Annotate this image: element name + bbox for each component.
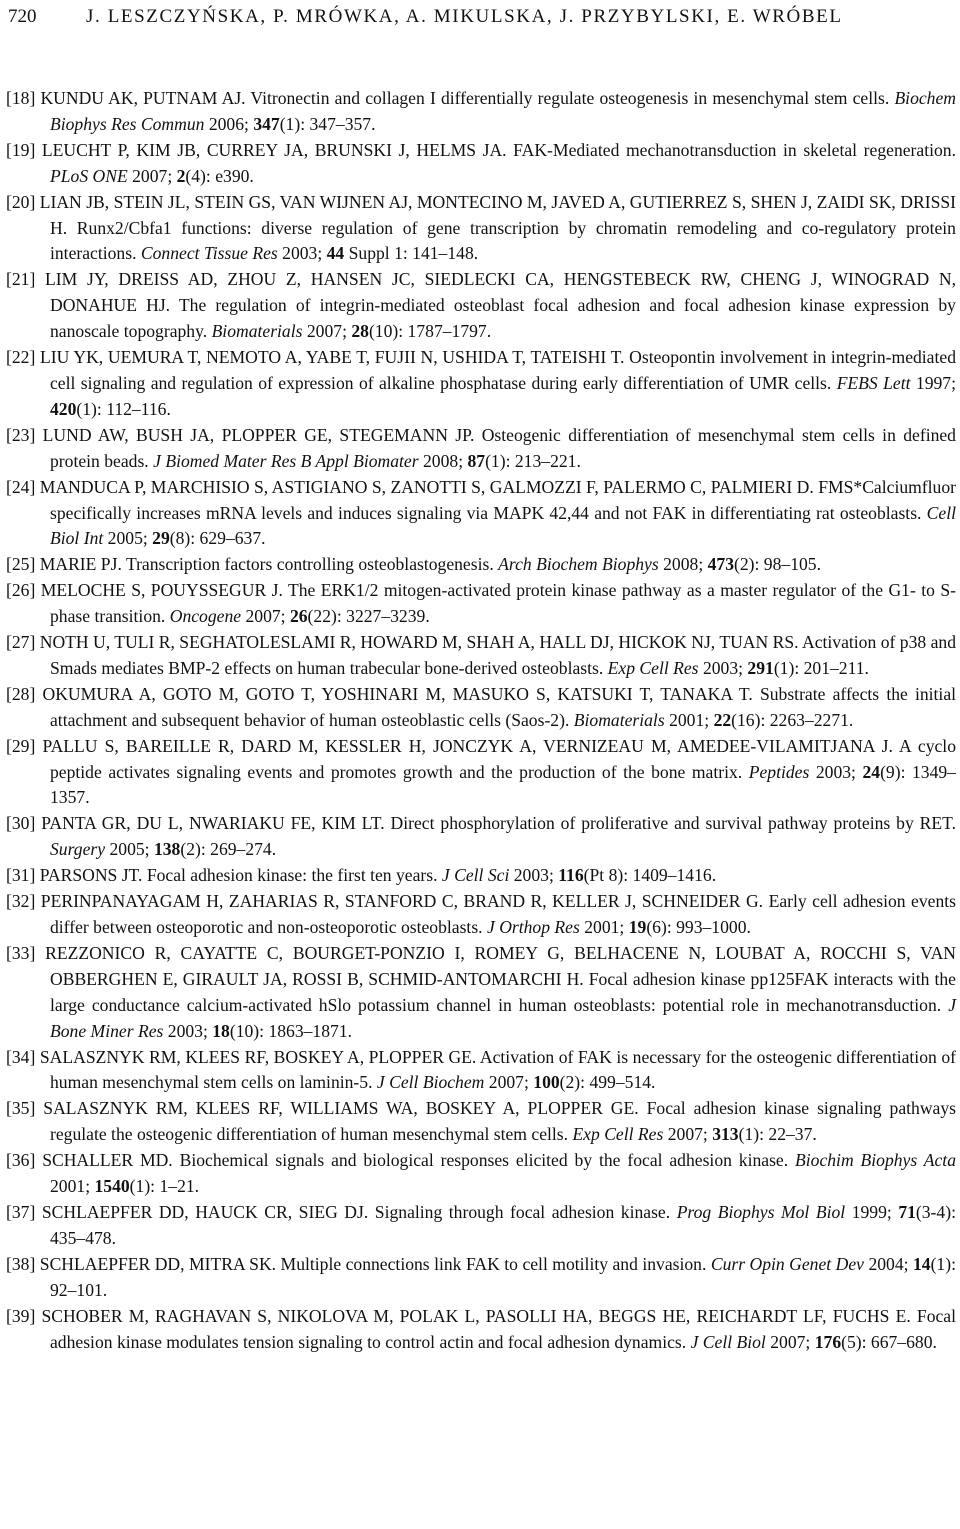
reference-authors: MARIE PJ.: [39, 554, 122, 575]
reference-entry: [6, 630, 956, 682]
reference-authors: SCHLAEPFER DD, HAUCK CR, SIEG DJ.: [41, 1201, 369, 1222]
reference-volume: 291: [747, 657, 774, 678]
reference-entry: [6, 475, 956, 553]
page-number: 720: [8, 6, 37, 27]
reference-number: [38]: [6, 1253, 36, 1274]
reference-number: [39]: [6, 1305, 36, 1326]
reference-issue-pages: Suppl 1: 141–148.: [344, 243, 479, 264]
reference-year: 2007;: [488, 1072, 529, 1093]
reference-issue-pages: (4): e390.: [185, 165, 254, 186]
reference-journal: Connect Tissue Res: [140, 243, 278, 264]
reference-title: Vitronectin and collagen I differentially regulate osteogenesis in mesenchymal stem cells.: [250, 88, 890, 108]
reference-number: [35]: [6, 1098, 36, 1119]
reference-number: [34]: [6, 1046, 36, 1067]
reference-entry: [6, 863, 956, 889]
reference-journal: Biochim Biophys Acta: [795, 1150, 956, 1171]
reference-title: Focal adhesion kinase signaling pathways regulate the osteogenic differentiation of human mesenchymal stem cells.: [50, 1098, 956, 1145]
reference-journal: Oncogene: [169, 606, 242, 627]
reference-title: Runx2/Cbfa1 functions: diverse regulation of gene transcription by chromatin remodeling and co-regulatory protein interactions.: [50, 217, 956, 264]
reference-year: 2001;: [669, 709, 710, 730]
reference-issue-pages: (1): 22–37.: [738, 1124, 817, 1145]
reference-authors: KUNDU AK, PUTNAM AJ.: [40, 88, 246, 108]
reference-title: Activation of FAK is necessary for the osteogenic differentiation of human mesenchymal stem cells on laminin-5.: [50, 1046, 956, 1093]
reference-entry: [6, 578, 956, 630]
reference-year: 2001;: [50, 1176, 91, 1197]
reference-number: [29]: [6, 735, 36, 756]
reference-year: 1997;: [915, 372, 956, 393]
reference-entry: [6, 1200, 956, 1252]
reference-journal: J Biomed Mater Res B Appl Biomater: [153, 450, 419, 471]
reference-volume: 24: [862, 761, 881, 782]
reference-title: Osteogenic differentiation of mesenchymal stem cells in defined protein beads.: [50, 424, 956, 471]
reference-number: [27]: [6, 632, 36, 653]
reference-number: [36]: [6, 1150, 36, 1171]
reference-authors: PALLU S, BAREILLE R, DARD M, KESSLER H, JONCZYK A, VERNIZEAU M, AMEDEE-VILAMITJANA J.: [42, 735, 893, 756]
reference-issue-pages: (1): 347–357.: [279, 113, 376, 134]
reference-authors: PERINPANAYAGAM H, ZAHARIAS R, STANFORD C, BRAND R, KELLER J, SCHNEIDER G.: [40, 891, 764, 912]
reference-entry: [6, 811, 956, 863]
reference-year: 2007;: [306, 321, 347, 342]
reference-title: A cyclo peptide activates signaling events and promotes growth and the production of the bone matrix.: [50, 735, 956, 782]
reference-entry: [6, 682, 956, 734]
reference-issue-pages: (2): 269–274.: [180, 839, 277, 860]
reference-authors: MANDUCA P, MARCHISIO S, ASTIGIANO S, ZANOTTI S, GALMOZZI F, PALERMO C, PALMIERI D.: [39, 476, 814, 497]
reference-volume: 138: [153, 839, 181, 860]
reference-number: [28]: [6, 683, 36, 704]
reference-issue-pages: (3-4): 435–478.: [50, 1201, 956, 1248]
reference-journal: Cell Biol Int: [50, 502, 956, 549]
reference-volume: 347: [253, 113, 280, 134]
reference-number: [18]: [6, 88, 36, 108]
reference-year: 1999;: [851, 1201, 892, 1222]
reference-volume: 116: [558, 865, 584, 886]
reference-year: 2001;: [584, 917, 625, 937]
reference-volume: 100: [533, 1072, 560, 1093]
reference-year: 2007;: [132, 165, 173, 186]
reference-title: FMS*Calciumfluor specifically increases mRNA levels and induces signaling via MAPK 42,44 and not FAK in differentiating rat osteoblasts.: [50, 476, 957, 523]
reference-volume: 22: [713, 709, 732, 730]
reference-authors: LIU YK, UEMURA T, NEMOTO A, YABE T, FUJII N, USHIDA T, TATEISHI T.: [40, 347, 625, 368]
reference-volume: 28: [351, 321, 369, 342]
reference-issue-pages: (16): 2263–2271.: [731, 709, 854, 730]
reference-title: Signaling through focal adhesion kinase.: [374, 1201, 671, 1222]
reference-title: Multiple connections link FAK to cell motility and invasion.: [280, 1253, 707, 1274]
reference-entry: [6, 423, 956, 475]
reference-authors: SCHLAEPFER DD, MITRA SK.: [39, 1253, 277, 1274]
reference-volume: 1540: [94, 1176, 130, 1197]
reference-journal: Biomaterials: [211, 321, 303, 342]
reference-volume: 313: [712, 1124, 739, 1145]
reference-entry: [6, 1096, 956, 1148]
reference-year: 2004;: [868, 1253, 909, 1274]
reference-journal: J Cell Biochem: [376, 1072, 485, 1093]
reference-issue-pages: (9): 1349–1357.: [50, 761, 956, 808]
reference-title: Direct phosphorylation of proliferative and survival pathway proteins by RET.: [390, 813, 956, 834]
reference-year: 2005;: [107, 528, 148, 549]
reference-issue-pages: (5): 667–680.: [841, 1331, 937, 1352]
reference-journal: FEBS Lett: [836, 372, 911, 393]
reference-year: 2003;: [513, 865, 554, 886]
reference-issue-pages: (1): 112–116.: [76, 398, 171, 419]
reference-authors: LUND AW, BUSH JA, PLOPPER GE, STEGEMANN JP.: [42, 424, 475, 445]
reference-journal: J Orthop Res: [486, 917, 580, 937]
reference-authors: LIM JY, DREISS AD, ZHOU Z, HANSEN JC, SIEDLECKI CA, HENGSTEBECK RW, CHENG J, WINOGRAD N, DONAHUE HJ.: [45, 269, 956, 316]
reference-entry: [6, 1252, 956, 1304]
reference-entry: [6, 86, 956, 138]
reference-title: Focal adhesion kinase modulates tension signaling to control actin and focal adhesion dynamics.: [50, 1305, 956, 1352]
reference-volume: 87: [467, 450, 486, 471]
reference-issue-pages: (8): 629–637.: [169, 528, 266, 549]
reference-journal: J Cell Biol: [690, 1331, 766, 1352]
reference-entry: [6, 190, 956, 268]
reference-journal: Surgery: [50, 839, 106, 860]
reference-issue-pages: (1): 92–101.: [50, 1253, 956, 1300]
reference-entry: [6, 552, 956, 578]
reference-year: 2007;: [667, 1124, 708, 1145]
reference-journal: Curr Opin Genet Dev: [710, 1253, 864, 1274]
reference-journal: Biomaterials: [573, 709, 665, 730]
reference-number: [26]: [6, 580, 36, 601]
reference-volume: 19: [628, 917, 647, 937]
reference-journal: J Cell Sci: [441, 865, 510, 886]
reference-entry: [6, 345, 956, 423]
reference-entry: [6, 1304, 956, 1356]
reference-number: [33]: [6, 942, 36, 963]
reference-authors: SCHALLER MD.: [42, 1150, 173, 1171]
reference-authors: SCHOBER M, RAGHAVAN S, NIKOLOVA M, POLAK L, PASOLLI HA, BEGGS HE, REICHARDT LF, FUCHS E.: [41, 1305, 911, 1326]
reference-number: [25]: [6, 554, 36, 575]
reference-authors: LEUCHT P, KIM JB, CURREY JA, BRUNSKI J, HELMS JA.: [41, 139, 507, 160]
reference-number: [31]: [6, 865, 36, 886]
reference-volume: 473: [707, 554, 734, 575]
reference-year: 2003;: [702, 657, 744, 678]
reference-number: [24]: [6, 476, 36, 497]
reference-authors: MELOCHE S, POUYSSEGUR J.: [40, 580, 283, 601]
reference-volume: 71: [898, 1201, 916, 1222]
reference-title: The ERK1/2 mitogen-activated protein kinase pathway as a master regulator of the G1- to S-phase transition.: [50, 580, 956, 627]
reference-number: [30]: [6, 813, 36, 834]
reference-entry: [6, 138, 956, 190]
reference-volume: 420: [50, 398, 77, 419]
reference-issue-pages: (2): 499–514.: [559, 1072, 656, 1093]
reference-journal: Exp Cell Res: [572, 1124, 664, 1145]
reference-entry: [6, 1045, 956, 1097]
reference-year: 2003;: [167, 1020, 208, 1041]
reference-journal: PLoS ONE: [50, 165, 128, 186]
reference-entry: [6, 1148, 956, 1200]
reference-journal: Arch Biochem Biophys: [498, 554, 659, 575]
reference-authors: PANTA GR, DU L, NWARIAKU FE, KIM LT.: [41, 813, 385, 834]
reference-volume: 176: [814, 1331, 842, 1352]
reference-year: 2007;: [245, 606, 286, 627]
reference-issue-pages: (10): 1863–1871.: [229, 1020, 353, 1041]
reference-number: [32]: [6, 891, 36, 912]
reference-issue-pages: (6): 993–1000.: [646, 917, 751, 937]
reference-journal: J Bone Miner Res: [50, 994, 956, 1041]
reference-year: 2003;: [815, 761, 856, 782]
page-header: [8, 4, 952, 30]
reference-title: Transcription factors controlling osteoblastogenesis.: [125, 554, 494, 575]
reference-issue-pages: (2): 98–105.: [734, 554, 821, 575]
reference-title: FAK-Mediated mechanotransduction in skeletal regeneration.: [513, 139, 956, 160]
reference-title: Focal adhesion kinase: the first ten years.: [146, 865, 438, 886]
reference-volume: 26: [289, 606, 308, 627]
reference-number: [37]: [6, 1201, 36, 1222]
reference-number: [22]: [6, 347, 36, 368]
reference-authors: SALASZNYK RM, KLEES RF, WILLIAMS WA, BOSKEY A, PLOPPER GE.: [43, 1098, 639, 1119]
reference-journal: Peptides: [748, 761, 810, 782]
reference-entry: [6, 889, 956, 941]
reference-number: [20]: [6, 191, 36, 212]
reference-year: 2003;: [282, 243, 323, 264]
reference-year: 2006;: [208, 113, 249, 134]
reference-entry: [6, 941, 956, 1045]
reference-issue-pages: (10): 1787–1797.: [368, 321, 492, 342]
reference-issue-pages: (22): 3227–3239.: [307, 606, 430, 627]
reference-title: Substrate affects the initial attachment and subsequent behavior of human osteoblastic cells (Saos-2).: [50, 683, 957, 730]
reference-issue-pages: (Pt 8): 1409–1416.: [583, 865, 717, 886]
reference-year: 2007;: [770, 1331, 811, 1352]
reference-list: [6, 86, 956, 1355]
reference-title: The regulation of integrin-mediated osteoblast focal adhesion and focal adhesion kinase expression by nanoscale topography.: [50, 295, 956, 342]
reference-authors: PARSONS JT.: [39, 865, 143, 886]
reference-title: Focal adhesion kinase pp125FAK interacts with the large conductance calcium-activated hSlo potassium channel in human osteoblasts: potential role in mechanotransduction.: [50, 968, 956, 1015]
reference-entry: [6, 734, 956, 812]
reference-authors: SALASZNYK RM, KLEES RF, BOSKEY A, PLOPPER GE.: [39, 1046, 477, 1067]
reference-year: 2005;: [109, 839, 150, 860]
reference-volume: 14: [912, 1253, 931, 1274]
reference-entry: [6, 267, 956, 345]
reference-authors: NOTH U, TULI R, SEGHATOLESLAMI R, HOWARD M, SHAH A, HALL DJ, HICKOK NJ, TUAN RS.: [39, 632, 799, 653]
reference-issue-pages: (1): 213–221.: [485, 450, 581, 471]
reference-journal: Prog Biophys Mol Biol: [676, 1201, 846, 1222]
reference-number: [23]: [6, 424, 36, 445]
reference-number: [19]: [6, 139, 36, 160]
reference-volume: 44: [326, 243, 345, 264]
reference-journal: Exp Cell Res: [607, 657, 699, 678]
reference-issue-pages: (1): 1–21.: [129, 1176, 200, 1197]
reference-volume: 18: [212, 1020, 230, 1041]
reference-title: Biochemical signals and biological responses elicited by the focal adhesion kinase.: [179, 1150, 789, 1171]
reference-title: Osteopontin involvement in integrin-mediated cell signaling and regulation of expression of alkaline phosphatase during early differentiation of UMR cells.: [50, 347, 956, 393]
reference-authors: LIAN JB, STEIN JL, STEIN GS, VAN WIJNEN AJ, MONTECINO M, JAVED A, GUTIERREZ S, SHEN J, ZAIDI SK, DRISSI H.: [39, 191, 956, 238]
reference-number: [21]: [6, 269, 36, 290]
reference-year: 2008;: [423, 450, 464, 471]
reference-journal: Biochem Biophys Res Commun: [50, 88, 956, 134]
reference-authors: OKUMURA A, GOTO M, GOTO T, YOSHINARI M, MASUKO S, KATSUKI T, TANAKA T.: [42, 683, 753, 704]
reference-title: Activation of p38 and Smads mediates BMP-2 effects on human trabecular bone-derived osteoblasts.: [50, 632, 956, 678]
reference-year: 2008;: [663, 554, 704, 575]
reference-issue-pages: (1): 201–211.: [773, 657, 869, 678]
reference-title: Early cell adhesion events differ between osteoporotic and non-osteoporotic osteoblasts.: [50, 891, 956, 937]
running-head: J. LESZCZYŃSKA, P. MRÓWKA, A. MIKULSKA, J. PRZYBYLSKI, E. WRÓBEL: [86, 6, 843, 27]
reference-volume: 29: [152, 528, 170, 549]
reference-authors: REZZONICO R, CAYATTE C, BOURGET-PONZIO I, ROMEY G, BELHACENE N, LOUBAT A, ROCCHI S, VAN OBBERGHEN E, GIRAULT JA, ROSSI B, SCHMID-ANTOMARCHI H.: [45, 942, 956, 989]
reference-volume: 2: [176, 165, 186, 186]
